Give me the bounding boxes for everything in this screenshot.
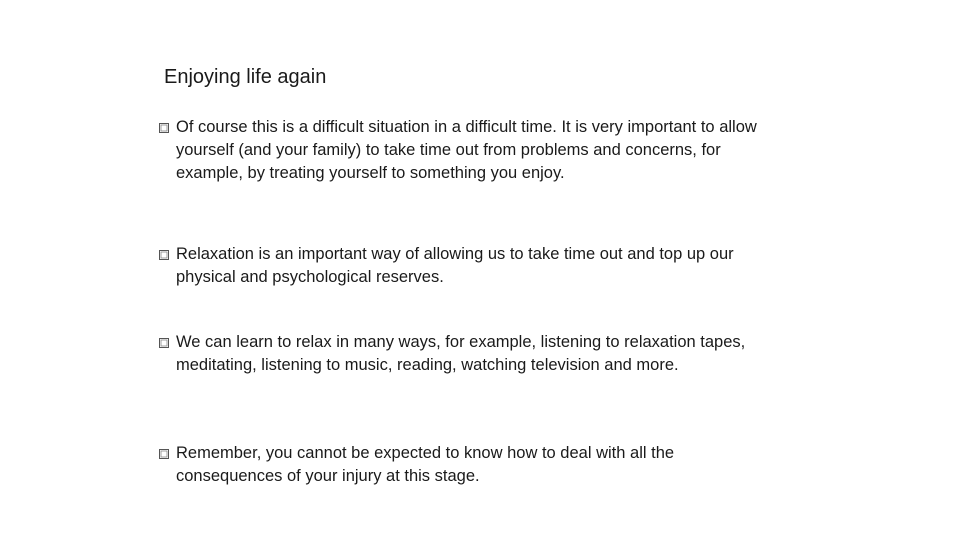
bullet-item [158,331,768,377]
bullet-text: Relaxation is an important way of allowing us to take time out and top up our physical and psychological reserves. [176,245,734,286]
hollow-square-bullet-icon [158,331,176,354]
hollow-square-bullet-icon [158,116,176,139]
bullet-item [158,442,768,488]
bullet-item [158,243,768,289]
bullet-text: Of course this is a difficult situation in a difficult time. It is very important to allow yourself (and your family) to take time out from problems and concerns, for example, by treating yourself to something you enjoy. [176,118,757,182]
hollow-square-bullet-icon [158,442,176,465]
hollow-square-bullet-icon [158,243,176,266]
bullet-text: We can learn to relax in many ways, for example, listening to relaxation tapes, meditating, listening to music, reading, watching television and more. [176,333,746,374]
bullet-item [158,116,768,185]
bullet-text: Remember, you cannot be expected to know how to deal with all the consequences of your injury at this stage. [176,444,675,485]
slide-title: Enjoying life again [164,66,327,88]
